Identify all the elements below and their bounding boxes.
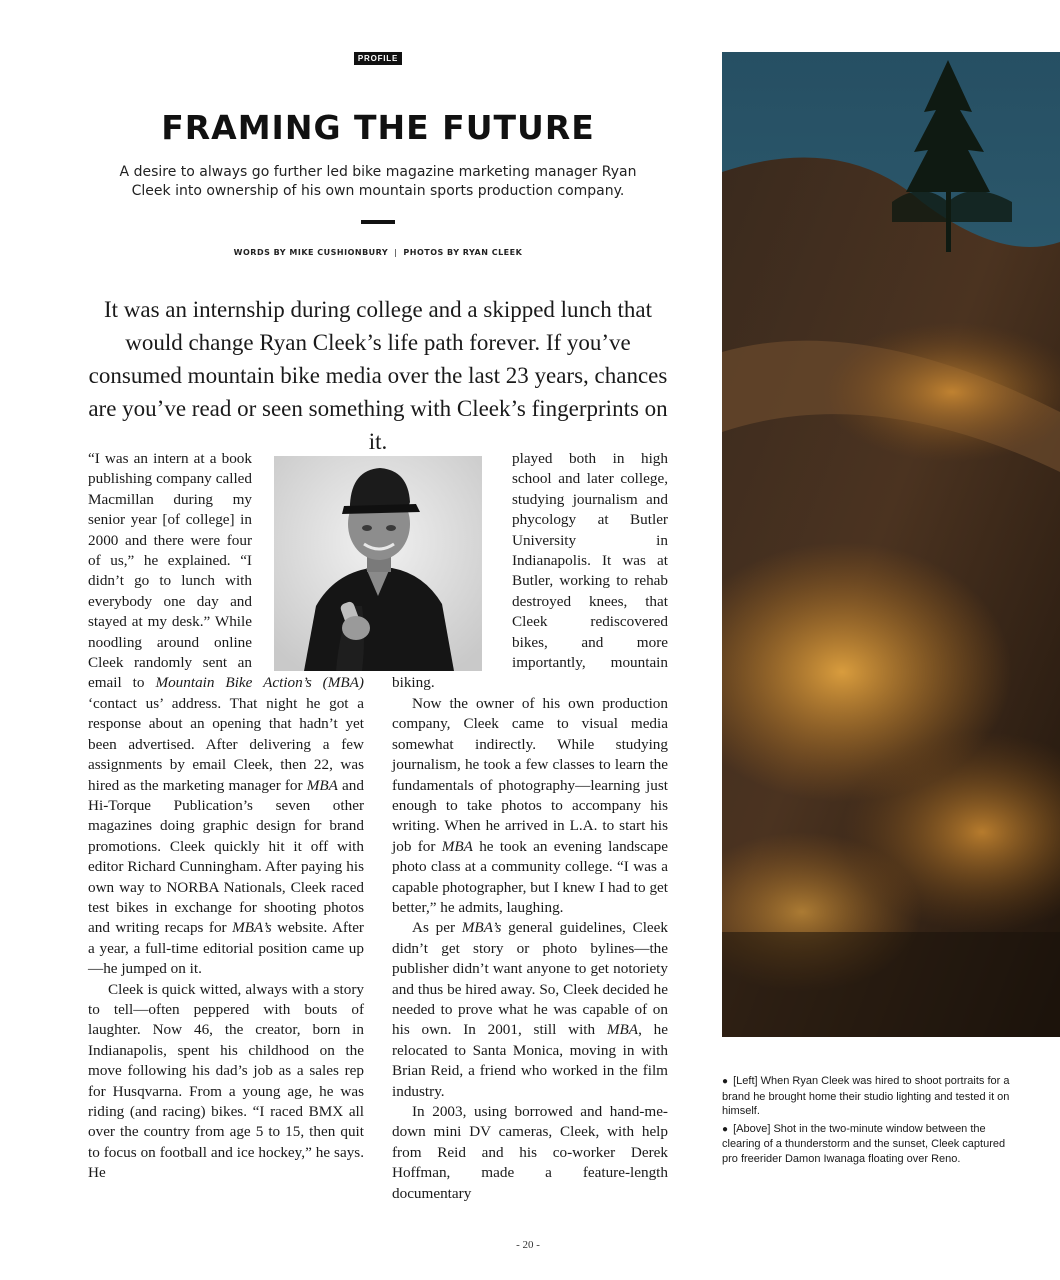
body-paragraph: Cleek is quick witted, always with a story to tell—often peppered with bouts of laughter. Now 46, the creator, born in Indianapolis, spent his childhood on the move following his dad’s job as a sales rep for Husqvarna. From a young age, he was riding (and racing) bikes. “I raced BMX all over the country from age 5 to 15, then quit to focus on football and ice hockey,” he says. He	[88, 980, 364, 1182]
byline-photos: PHOTOS BY RYAN CLEEK	[403, 248, 523, 257]
text-run: and Hi-Torque Publication’s seven other magazines doing graphic design for brand promotions. Cleek quickly hit it off with editor Richard Cunningham. After paying his own way to NORBA Nationals, Cleek raced test bikes in exchange for shooting photos and writing recaps for	[88, 776, 364, 937]
text-run: ‘contact us’ address. That night he got a response about an opening that hadn’t yet been advertised. After delivering a few assignments by email Cleek, then 22, was hired as the marketing manager for	[88, 694, 364, 794]
page-number: - 20 -	[516, 1239, 540, 1251]
article-headline: FRAMING THE FUTURE	[161, 108, 595, 147]
byline-words: WORDS BY MIKE CUSHIONBURY	[233, 248, 389, 257]
body-paragraph	[392, 918, 668, 1102]
caption-text: [Left] When Ryan Cleek was hired to shoot portraits for a brand he brought home their studio lighting and tested it on himself.	[722, 1075, 1010, 1117]
italic-title: MBA	[306, 776, 338, 794]
text-run: general guidelines, Cleek didn’t get story or photo bylines—the publisher didn’t want anyone to get notoriety and thus be hired away. So, Cleek decided he needed to prove what he was capable of on his own. In 2001, still with	[392, 919, 668, 1039]
portrait-photo	[274, 456, 482, 671]
lede-paragraph: It was an internship during college and a skipped lunch that would change Ryan Cleek’s life path forever. If you’ve consumed mountain bike media over the last 23 years, chances are you’ve read or seen something with Cleek’s fingerprints on it.	[88, 297, 668, 454]
portrait-illustration	[274, 456, 482, 671]
title-divider	[361, 220, 395, 224]
bullet-icon: ●	[722, 1076, 729, 1087]
photo-captions	[722, 1074, 1022, 1169]
text-run: website. After a year, a full-time editorial position came up—he jumped on it.	[88, 919, 364, 978]
article-deck: A desire to always go further led bike magazine marketing manager Ryan Cleek into ownership of his own mountain sports production company.	[119, 164, 637, 199]
text-run: , he relocated to Santa Monica, moving in with Brian Reid, a friend who worked in the film industry.	[392, 1021, 668, 1100]
italic-title: Mountain Bike Action’s (MBA)	[155, 674, 364, 692]
hillside-illustration	[722, 52, 1060, 1037]
byline	[88, 248, 668, 257]
italic-title: MBA’s	[232, 919, 272, 937]
body-paragraph: In 2003, using borrowed and hand-me-down mini DV cameras, Cleek, with help from Reid and his co-worker Derek Hoffman, made a feature-length documentary	[392, 1103, 668, 1202]
italic-title: MBA’s	[461, 919, 502, 937]
text-run: As per	[412, 919, 462, 937]
caption-left	[722, 1074, 1022, 1119]
bullet-icon: ●	[722, 1123, 729, 1135]
caption-above	[722, 1122, 1022, 1167]
body-paragraph	[392, 694, 668, 918]
byline-separator: |	[394, 248, 398, 257]
italic-title: MBA	[606, 1021, 639, 1039]
text-run: Now the owner of his own production company, Cleek came to visual media somewhat indirectly. While studying journalism, he took a few classes to learn the fundamentals of photography—learning just enough to take photos to accompany his writing. When he arrived in L.A. to start his job for	[392, 694, 668, 855]
body-paragraph: played both in high school and later college, studying journalism and phycology at Butler University in Indianapolis. It was at Butler, working to rehab destroyed knees, that Cleek rediscovered bikes, and more importantly, mountain biking.	[392, 450, 668, 692]
caption-text: [Above] Shot in the two-minute window between the clearing of a thunderstorm and the sunset, Cleek captured pro freerider Damon Iwanaga floating over Reno.	[722, 1122, 1006, 1165]
text-run: he took an evening landscape photo class at a community college. “I was a capable photographer, but I knew I had to get better,” he admits, laughing.	[392, 837, 668, 916]
italic-title: MBA	[441, 837, 473, 855]
text-run: “I was an intern at a book publishing company called Macmillan during my senior year [of college] in 2000 and there were four of us,” he explained. “I didn’t go to lunch with everybody one day and stayed at my desk.” While noodling around online Cleek randomly sent an email to	[88, 450, 252, 692]
section-tag: PROFILE	[354, 52, 402, 65]
hero-photo	[722, 52, 1060, 1037]
